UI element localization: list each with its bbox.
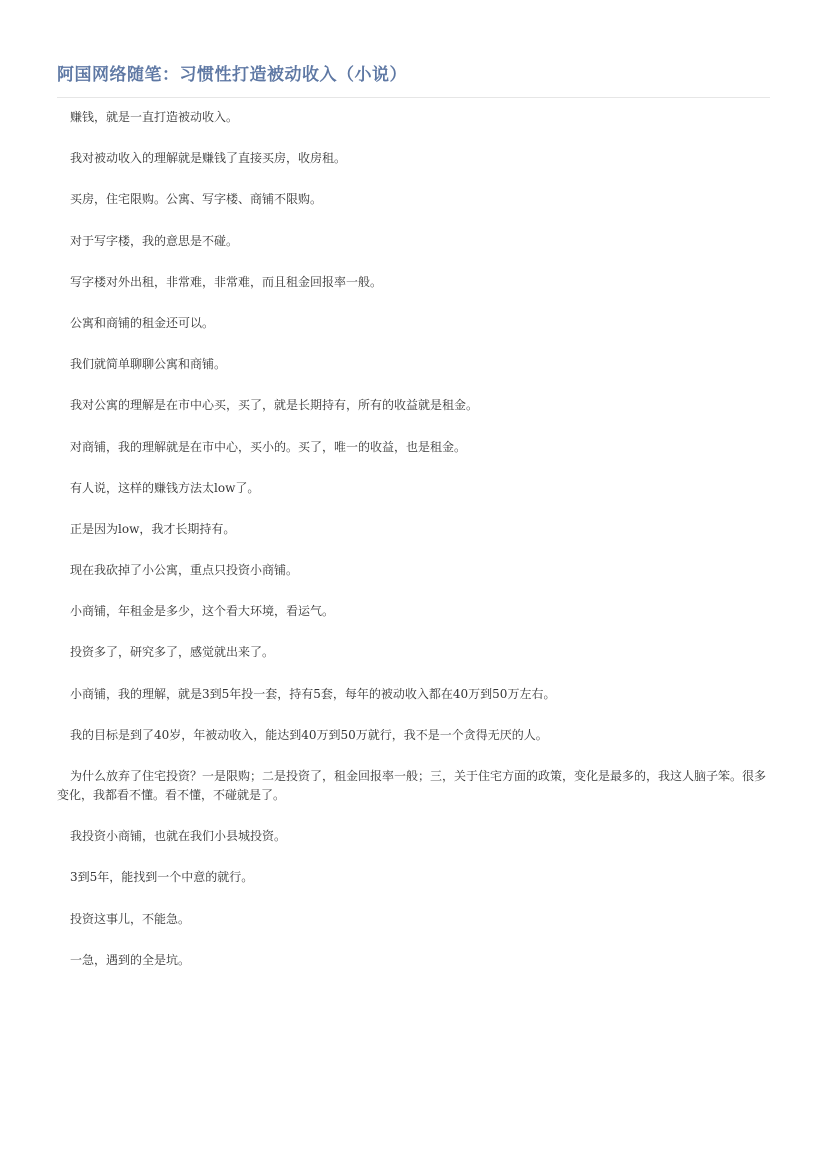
article-paragraph: 为什么放弃了住宅投资？一是限购；二是投资了，租金回报率一般；三，关于住宅方面的政策，变化是最多的，我这人脑子笨。很多变化，我都看不懂。看不懂，不碰就是了。 <box>57 769 767 802</box>
article-paragraph: 我的目标是到了40岁，年被动收入，能达到40万到50万就行，我不是一个贪得无厌的人。 <box>70 727 548 742</box>
article-paragraph: 对于写字楼，我的意思是不碰。 <box>70 233 239 248</box>
article-paragraph: 公寓和商铺的租金还可以。 <box>70 315 215 330</box>
article-paragraph: 买房，住宅限购。公寓、写字楼、商铺不限购。 <box>70 192 323 207</box>
article-paragraph: 我对被动收入的理解就是赚钱了直接买房，收房租。 <box>70 151 347 166</box>
article-paragraph: 赚钱，就是一直打造被动收入。 <box>70 110 239 124</box>
article-paragraph: 现在我砍掉了小公寓，重点只投资小商铺。 <box>70 563 299 578</box>
article-paragraph: 我对公寓的理解是在市中心买，买了，就是长期持有，所有的收益就是租金。 <box>70 398 479 413</box>
article-paragraph: 投资多了，研究多了，感觉就出来了。 <box>70 645 275 660</box>
article-paragraph: 一急，遇到的全是坑。 <box>70 952 191 967</box>
article-paragraph: 投资这事儿，不能急。 <box>70 911 191 926</box>
article-paragraph: 3到5年，能找到一个中意的就行。 <box>70 870 254 885</box>
article-paragraph: 小商铺，年租金是多少，这个看大环境，看运气。 <box>70 604 335 619</box>
article-paragraph: 小商铺，我的理解，就是3到5年投一套，持有5套，每年的被动收入都在40万到50万左右。 <box>70 686 556 701</box>
article-paragraph: 我们就简单聊聊公寓和商铺。 <box>70 357 227 372</box>
article-paragraph: 对商铺，我的理解就是在市中心，买小的。买了，唯一的收益，也是租金。 <box>70 439 467 454</box>
article-title: 阿国网络随笔：习惯性打造被动收入（小说） <box>57 65 407 85</box>
article-body <box>57 108 770 970</box>
article-paragraph: 我投资小商铺，也就在我们小县城投资。 <box>70 829 287 844</box>
article-paragraph: 写字楼对外出租，非常难，非常难，而且租金回报率一般。 <box>70 274 383 289</box>
article-paragraph: 有人说，这样的赚钱方法太low了。 <box>70 480 260 495</box>
title-divider <box>57 97 770 98</box>
article-paragraph: 正是因为low，我才长期持有。 <box>70 521 236 536</box>
